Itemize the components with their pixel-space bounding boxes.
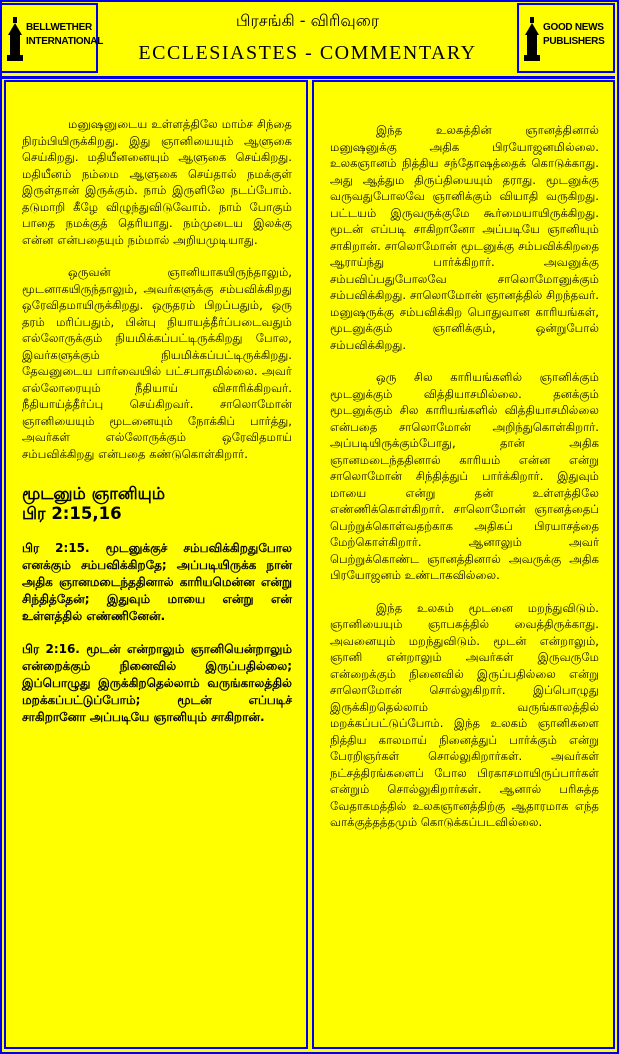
right-paragraph-2: ஒரு சில காரியங்களில் ஞானிக்கும் மூடனுக்கும் வித்தியாசமில்லை. தனக்கும் மூடனுக்கும் சில காரியங்களில் வித்தியாசமில்லை என்பதை சாலொமோன் அறிந்துகொள்கிறார். அப்படியிருக்கும்போது, தான் அதிக ஞானமடைந்ததினால் காரியம் என்ன என்று சாலொமோன் சிந்தித்துப் பார்க்கிறார். இதுவும் மாயை என்று தன் உள்ளத்திலே எண்ணிக்கொள்கிறார். சாலொமோன் ஞானத்தைப் பெற்றுக்கொள்வதற்காக அதிகப் பிரயாசத்தை மேற்கொள்கிறார். ஆனாலும் அவர் பெற்றுக்கொண்ட ஞானத்தினால் அவருக்கு அதிக பிரயோஜனம் உண்டாகவில்லை. xyxy=(330,370,599,582)
logo-left-line1: BELLWETHER xyxy=(26,22,92,33)
verse-2-16: பிர 2:16. மூடன் என்றாலும் ஞானியென்றாலும் என்றைக்கும் நினைவில் இருப்பதில்லை; இப்பொழுது இருக்கிறதெல்லாம் வருங்காலத்தில் மறக்கப்பட்டுப்போம்; மூடன் எப்படிச் சாகிறானோ அப்படியே ஞானியும் சாகிறான். xyxy=(22,642,292,724)
section-heading xyxy=(22,484,292,524)
good-news-logo xyxy=(517,3,615,73)
title-block xyxy=(110,0,505,76)
heading-line-1: மூடனும் ஞானியும் xyxy=(22,484,166,503)
title-tamil: பிரசங்கி - விரிவுரை xyxy=(235,11,380,30)
right-paragraph-1: இந்த உலகத்தின் ஞானத்தினால் மனுஷனுக்கு அதிக பிரயோஜனமில்லை. உலகஞானம் நித்திய சந்தோஷத்தைக் கொடுக்காது. அது ஆத்தும திருப்தியையும் தராது. மூடனுக்கு வருவதுபோலவே ஞானிக்கும் வியாதி வருகிறது. பட்டயம் இருவருக்குமே கூர்மையாயிருக்கிறது. மூடன் எப்படி சாகிறானோ அப்படியே ஞானியும் சாகிறான். சாலொமோன் மூடனுக்கு சம்பவிக்கிறதை ஆராய்ந்து பார்க்கிறார். அவனுக்கு சம்பவிப்பதுபோலவே சாலொமோனுக்கும் சம்பவிக்கிறது. சாலொமோன் ஞானத்தில் சிறந்தவர். மனுஷருக்கு சம்பவிக்கிற பொதுவான காரியங்கள், மூடனுக்கும் ஞானிக்கும், ஒன்றுபோல் சம்பவிக்கிறது. xyxy=(330,123,599,352)
logo-left-line2: INTERNATIONAL xyxy=(26,36,104,47)
left-column xyxy=(4,80,308,1049)
header xyxy=(0,0,615,79)
bell-tower-icon xyxy=(6,15,24,63)
heading-line-2: பிர 2:15,16 xyxy=(22,504,122,523)
logo-right-line1: GOOD NEWS xyxy=(543,22,604,33)
logo-right-line2: PUBLISHERS xyxy=(543,36,605,47)
right-paragraph-3: இந்த உலகம் மூடனை மறந்துவிடும். ஞானியையும் ஞாபகத்தில் வைத்திருக்காது. அவனையும் மறந்துவிடும். மூடன் என்றாலும், ஞானி என்றாலும் அவர்கள் இருவருமே என்றைக்கும் நினைவில் இருப்பதில்லை என்று சாலொமோன் சொல்லுகிறார். இப்பொழுது இருக்கிறதெல்லாம் வருங்காலத்தில் மறக்கப்பட்டுப்போம். இந்த உலகம் ஞானிகளை நித்திய காலமாய் நினைத்துப் பார்க்கும் என்று பேரறிஞர்கள் சொல்லுகிறார்கள். அவர்கள் நட்சத்திரங்களைப் போல பிரகாசமாயிருப்பார்கள் என்றும் சொல்லுகிறார்கள். ஆனால் பரிசுத்த வேதாகமத்தில் உலகஞானத்திற்கு ஆதாரமாக எந்த வாக்குத்தத்தமும் கொடுக்கப்படவில்லை. xyxy=(330,600,599,829)
bellwether-logo xyxy=(0,3,104,73)
bell-tower-icon xyxy=(523,15,541,63)
title-english: ECCLESIASTES - COMMENTARY xyxy=(138,42,477,64)
left-paragraph-2: ஒருவன் ஞானியாகயிருந்தாலும், மூடனாகயிருந்தாலும், அவர்களுக்கு சம்பவிக்கிறது ஒரேவிதமாயிருக்கிறது. ஒருதரம் பிறப்பதும், ஒரு தரம் மரிப்பதும், பின்பு நியாயத்தீர்ப்படைவதும் எல்லோருக்கும் நியமிக்கப்பட்டிருக்கிறது போல, இவர்களுக்கும் நியமிக்கப்பட்டிருக்கிறது. தேவனுடைய பார்வையில் பட்சபாதமில்லை. அவர் எல்லோரையும் நீதியாய் விசாரிக்கிறவர். நீதியாய்த்தீர்ப்பு செய்கிறவர். சாலொமோன் ஞானியையும் மூடனையும் நோக்கிப் பார்த்து, அவர்கள் எல்லோருக்கும் ஒரேவிதமாய் சம்பவிக்கிறது என்பதை கண்டுகொள்கிறார். xyxy=(22,265,292,461)
verse-2-15: பிர 2:15. மூடனுக்குச் சம்பவிக்கிறதுபோல எனக்கும் சம்பவிக்கிறதே; அப்படியிருக்க நான் அதிக ஞானமடைந்ததினால் காரியமென்ன என்று சிந்தித்தேன்; இதுவும் மாயை என்று என் உள்ளத்தில் எண்ணினேன். xyxy=(22,541,292,623)
left-paragraph-1: மனுஷனுடைய உள்ளத்திலே மாம்ச சிந்தை நிரம்பியிருக்கிறது. இது ஞானியையும் ஆளுகை செய்கிறது. மதியீனனையும் ஆளுகை செய்கிறது. மதியீனம் நம்மை ஆளுகை செய்தால் நமக்குள் இருள்தான் இருக்கும். நாம் இருளிலே நடப்போம். தடுமாறி கீழே விழுந்துவிடுவோம். நாம் போகும் பாதை நமக்குத் தெரியாது. நம்முடைய இலக்கு என்ன என்பதையும் நம்மால் அறியமுடியாது. xyxy=(22,117,292,247)
right-column xyxy=(312,80,615,1049)
